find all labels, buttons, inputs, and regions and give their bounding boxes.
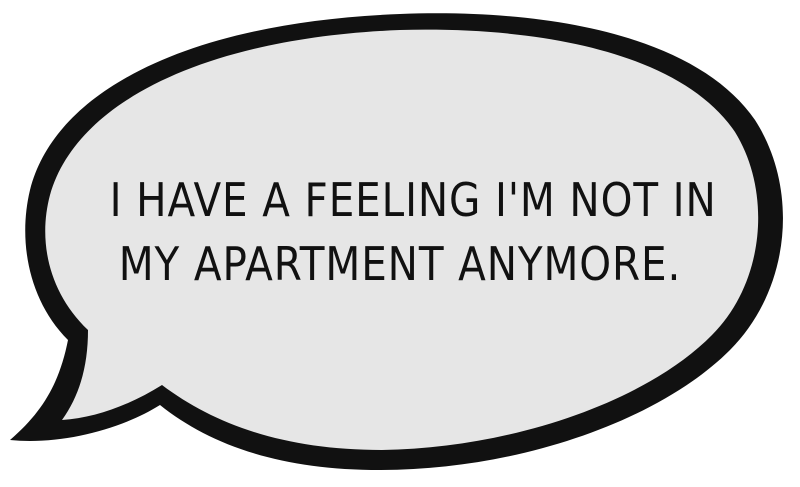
speech-bubble-line-1: I HAVE A FEELING I'M NOT IN xyxy=(109,173,717,227)
speech-bubble-text xyxy=(109,168,717,296)
speech-bubble-line-2: MY APARTMENT ANYMORE. xyxy=(118,237,682,291)
